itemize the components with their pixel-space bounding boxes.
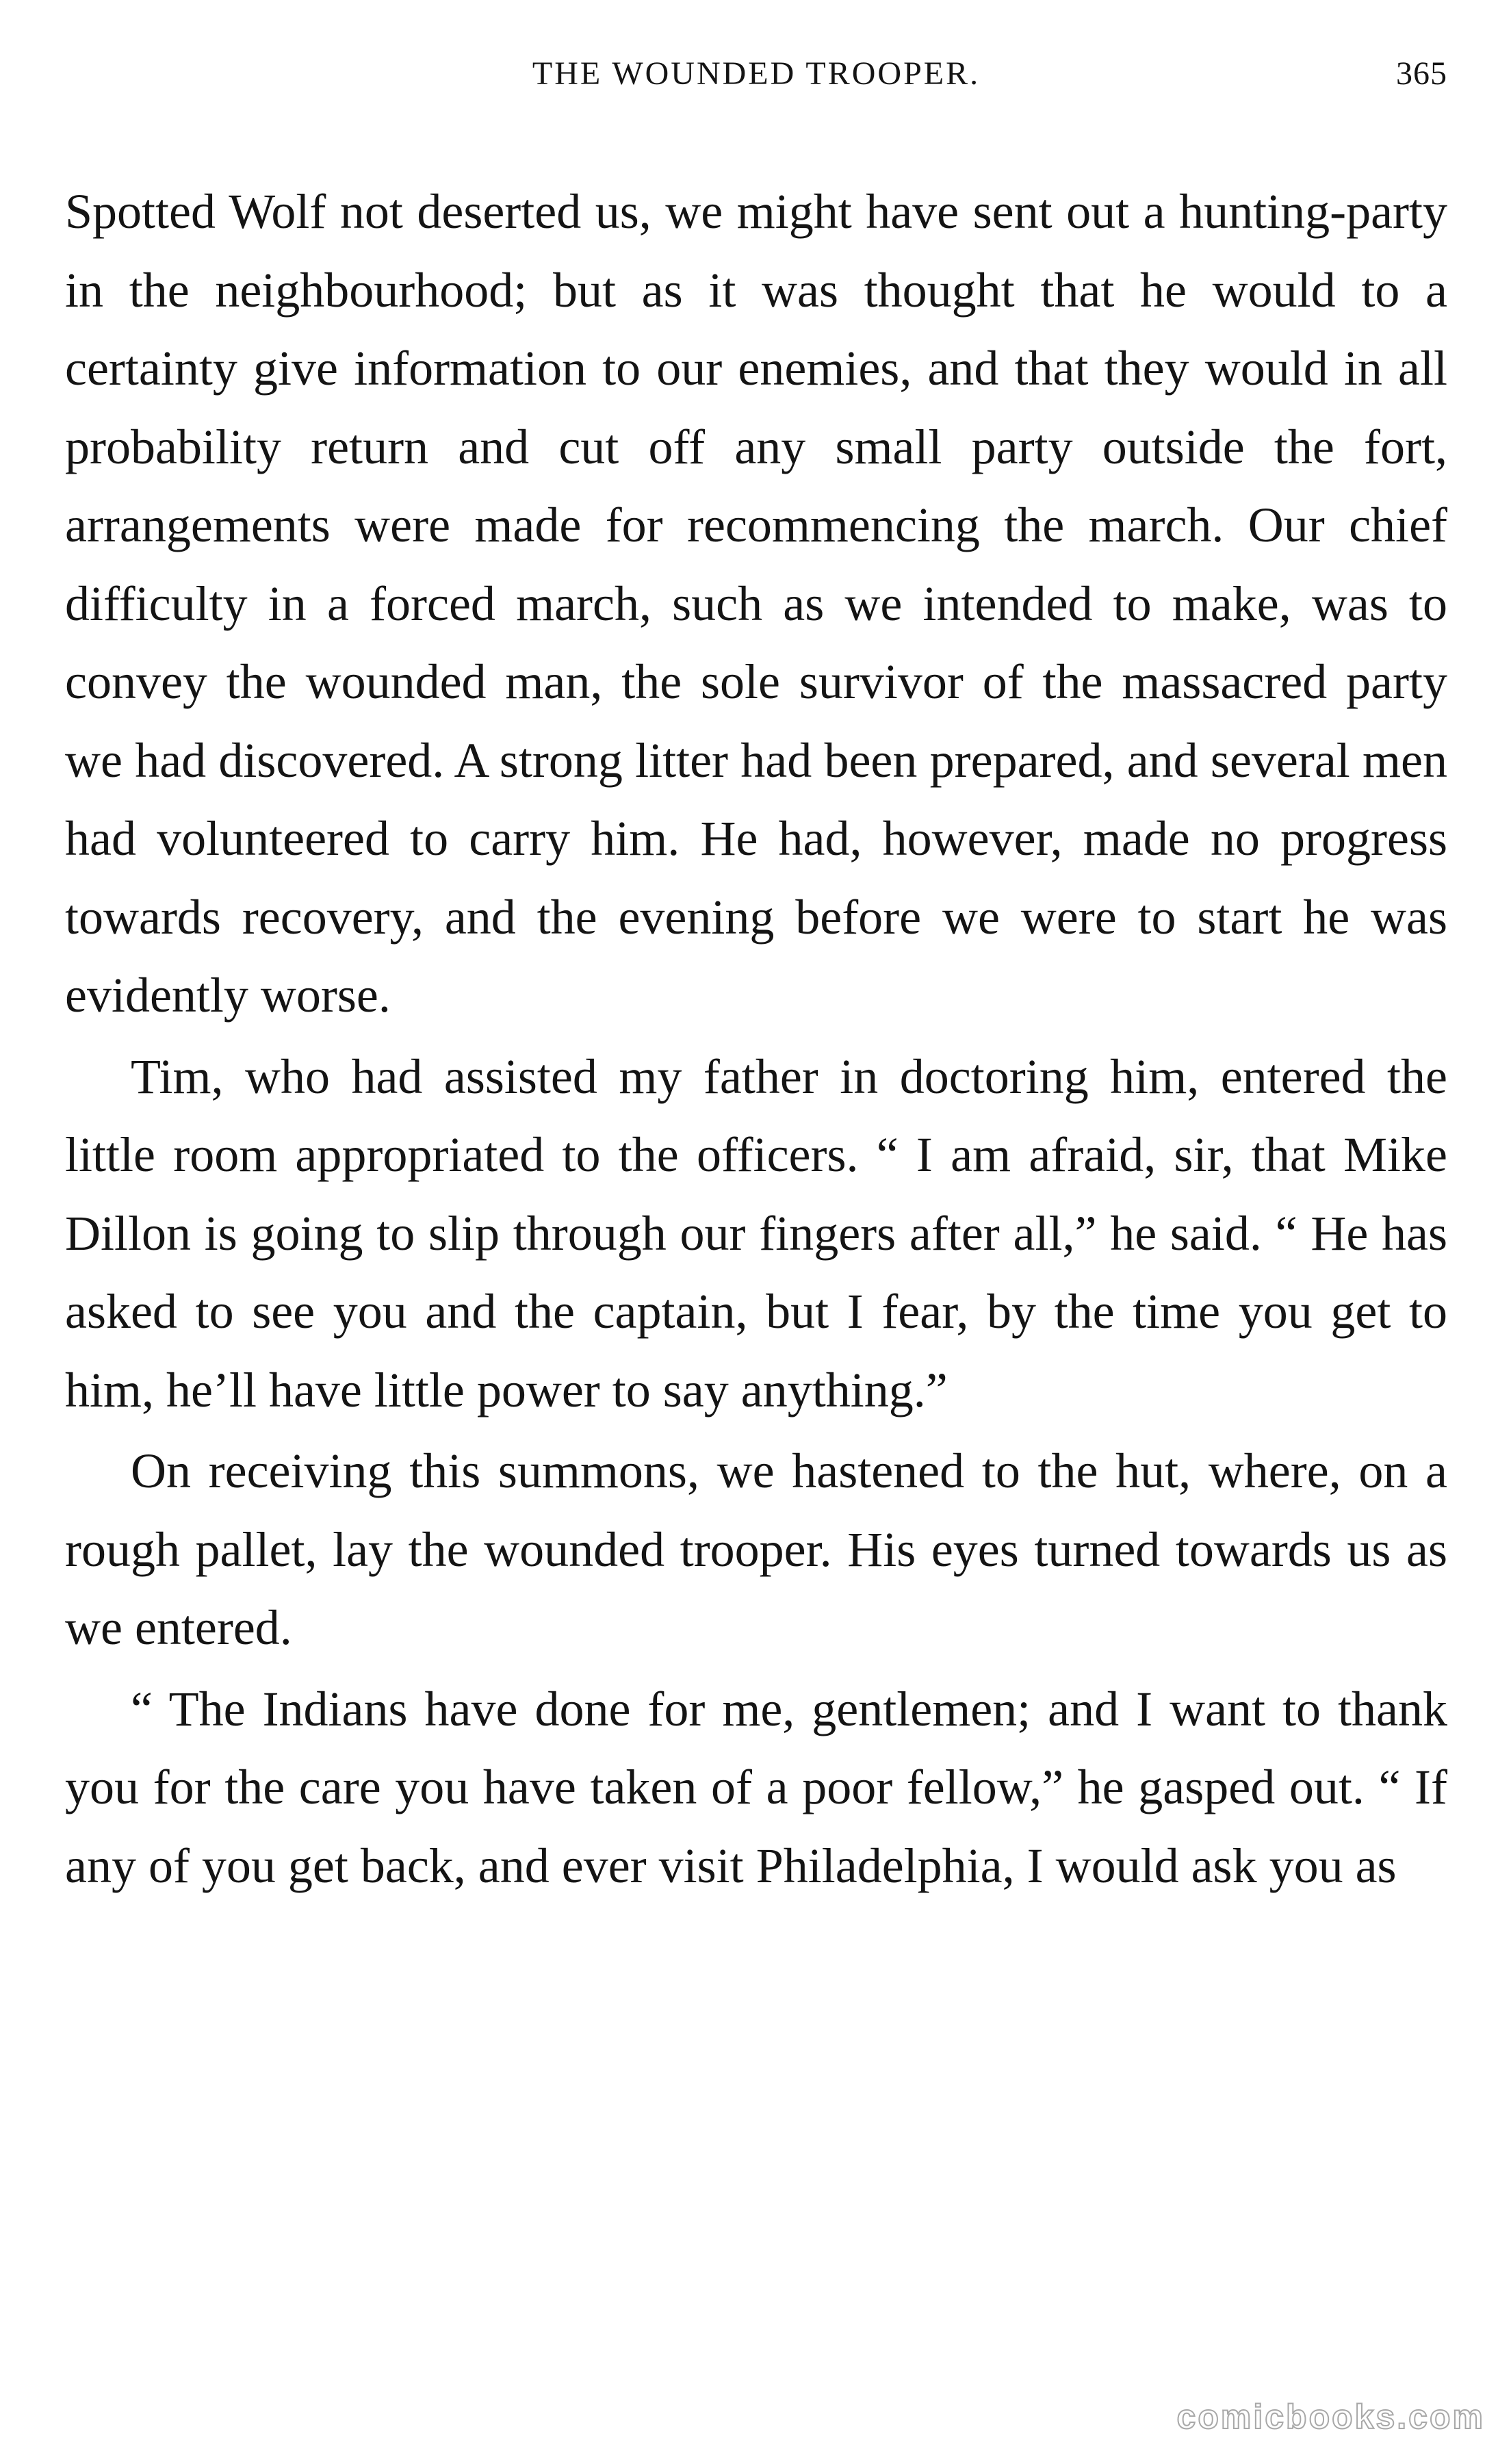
paragraph-1: Spotted Wolf not deserted us, we might have sent out a hunting-party in the neighbourhood; but as it was thought that he would to a certainty give information to our enemies, and that they would in all probability return and cut off any small party outside the fort, arrangements were made for recommencing the march. Our chief difficulty in a forced march, such as we intended to make, was to convey the wounded man, the sole survivor of the massacred party we had discovered. A strong litter had been prepared, and several men had volunteered to carry him. He had, however, made no progress towards recovery, and the evening before we were to start he was evidently worse.	[65, 184, 1447, 1023]
chapter-title: THE WOUNDED TROOPER.	[532, 55, 981, 92]
paragraph-3: On receiving this summons, we hastened to the hut, where, on a rough pallet, lay the wounded trooper. His eyes turned towards us as we entered.	[65, 1443, 1447, 1655]
page-number: 365	[1396, 55, 1447, 92]
book-page	[65, 55, 1447, 1905]
watermark: comicbooks.com	[1176, 2398, 1485, 2436]
paragraph-2: Tim, who had assisted my father in doctoring him, entered the little room appropriated to the officers. “ I am afraid, sir, that Mike Dillon is going to slip through our fingers after all,” he said. “ He has asked to see you and the captain, but I fear, by the time you get to him, he’ll have little power to say anything.”	[65, 1049, 1447, 1417]
paragraph-4: “ The Indians have done for me, gentlemen; and I want to thank you for the care you have taken of a poor fellow,” he gasped out. “ If any of you get back, and ever visit Philadelphia, I would ask you as	[65, 1681, 1447, 1893]
running-head	[65, 55, 1447, 116]
body-text	[65, 172, 1447, 1905]
